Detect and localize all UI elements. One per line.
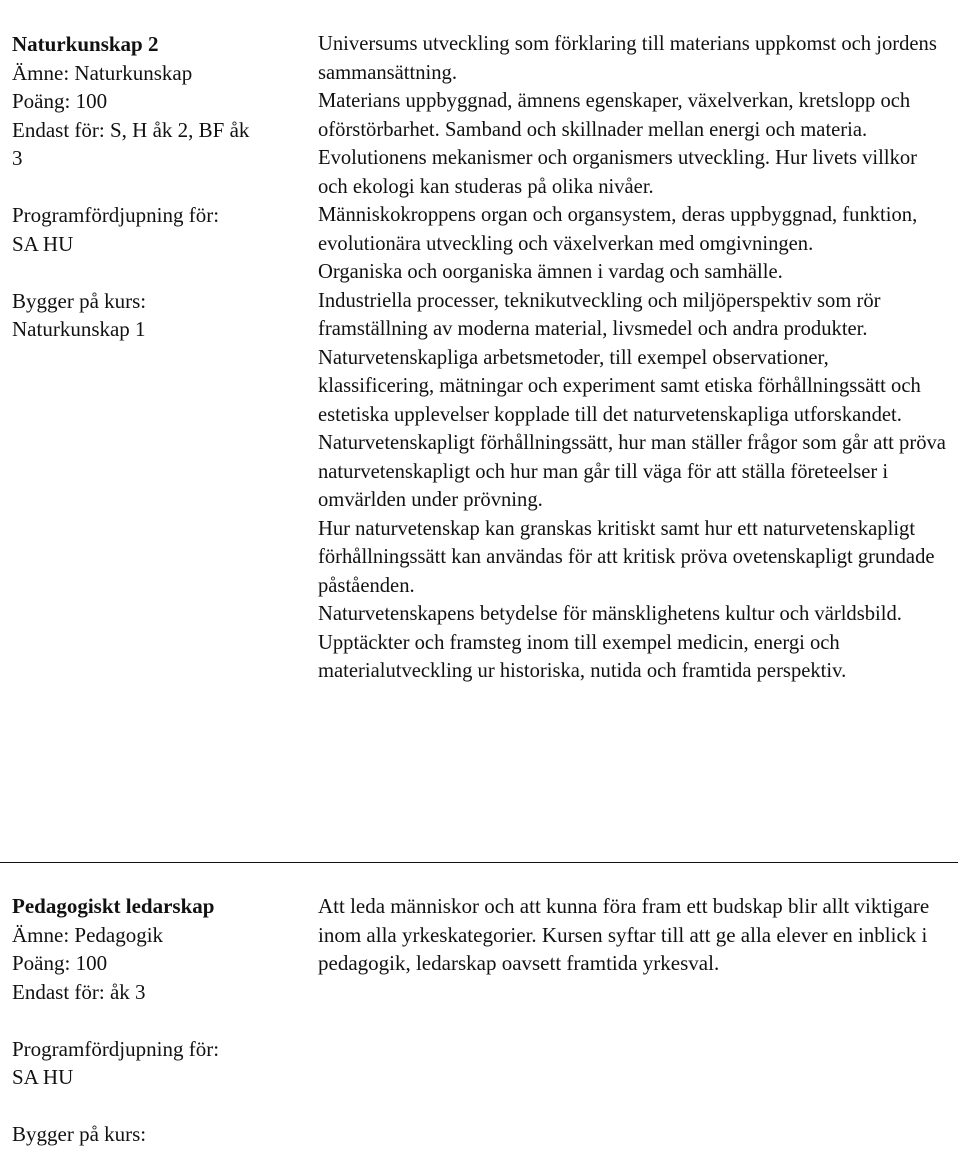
spacer [12, 173, 297, 202]
course-description [318, 892, 948, 978]
builds-on-label: Bygger på kurs: [12, 288, 147, 313]
section-divider [0, 862, 958, 863]
content-paragraph: Organiska och oorganiska ämnen i vardag och samhälle. [318, 261, 783, 283]
spacer [12, 1006, 297, 1035]
content-paragraph: Universums utveckling som förklaring till materians uppkomst och jordens sammansättning. [318, 33, 937, 84]
course-title: Pedagogiskt ledarskap [12, 894, 215, 918]
content-paragraph: Hur naturvetenskap kan granskas kritiskt samt hur ett naturvetenskapligt förhållningssätt kan användas för att kritisk pröva ovetenskapligt grundade påståenden. [318, 517, 935, 597]
course-subject: Ämne: Naturkunskap [12, 60, 193, 85]
program-value: SA HU [12, 1065, 74, 1089]
builds-on-label: Bygger på kurs: [12, 1122, 147, 1146]
program-label: Programfördjupning för: [12, 203, 220, 227]
content-paragraph: Naturvetenskapligt förhållningssätt, hur man ställer frågor som går att pröva naturvetenskapligt och hur man går till väga för att ställa företeelser i omvärlden under prövning. [318, 432, 946, 511]
content-paragraph: Människokroppens organ och organsystem, deras uppbyggnad, funktion, evolutionära utveckling och växelverkan med omgivningen. [318, 204, 918, 255]
course-only-for: Endast för: åk 3 [12, 979, 146, 1004]
program-value: SA HU [12, 231, 74, 256]
content-paragraph: Industriella processer, teknikutveckling och miljöperspektiv som rör framställning av moderna material, livsmedel och andra produkter. [318, 289, 881, 340]
course-points: Poäng: 100 [12, 951, 108, 975]
content-paragraph: Naturvetenskapens betydelse för mänsklighetens kultur och världsbild. Upptäckter och framsteg inom till exempel medicin, energi och materialutveckling ur historiska, nutida och framtida perspektiv. [318, 603, 902, 682]
course-info [12, 30, 297, 344]
spacer [12, 258, 297, 287]
description-paragraph: Att leda människor och att kunna föra fram ett budskap blir allt viktigare inom alla yrkeskategorier. Kursen syftar till att ge alla elever en inblick i pedagogik, ledarskap oavsett framtida yrkesval. [318, 894, 930, 975]
course-title: Naturkunskap 2 [12, 32, 159, 56]
content-paragraph: Naturvetenskapliga arbetsmetoder, till exempel observationer, klassificering, mätningar och experiment samt etiska förhållningssätt och estetiska upplevelser kopplade till det naturvetenskapliga utforskandet. [318, 346, 921, 426]
course-points: Poäng: 100 [12, 89, 108, 113]
course-content [318, 30, 948, 686]
content-paragraph: Evolutionens mekanismer och organismers utveckling. Hur livets villkor och ekologi kan studeras på olika nivåer. [318, 147, 918, 198]
course-only-for-cont: 3 [12, 146, 23, 170]
builds-on-value: Naturkunskap 1 [12, 317, 146, 341]
course-only-for: Endast för: S, H åk 2, BF åk [12, 117, 250, 142]
content-paragraph: Materians uppbyggnad, ämnens egenskaper, växelverkan, kretslopp och oförstörbarhet. Samband och skillnader mellan energi och materia. [318, 90, 911, 141]
program-label: Programfördjupning för: [12, 1036, 220, 1061]
course-info [12, 892, 297, 1149]
course-subject: Ämne: Pedagogik [12, 922, 164, 947]
spacer [12, 1092, 297, 1121]
